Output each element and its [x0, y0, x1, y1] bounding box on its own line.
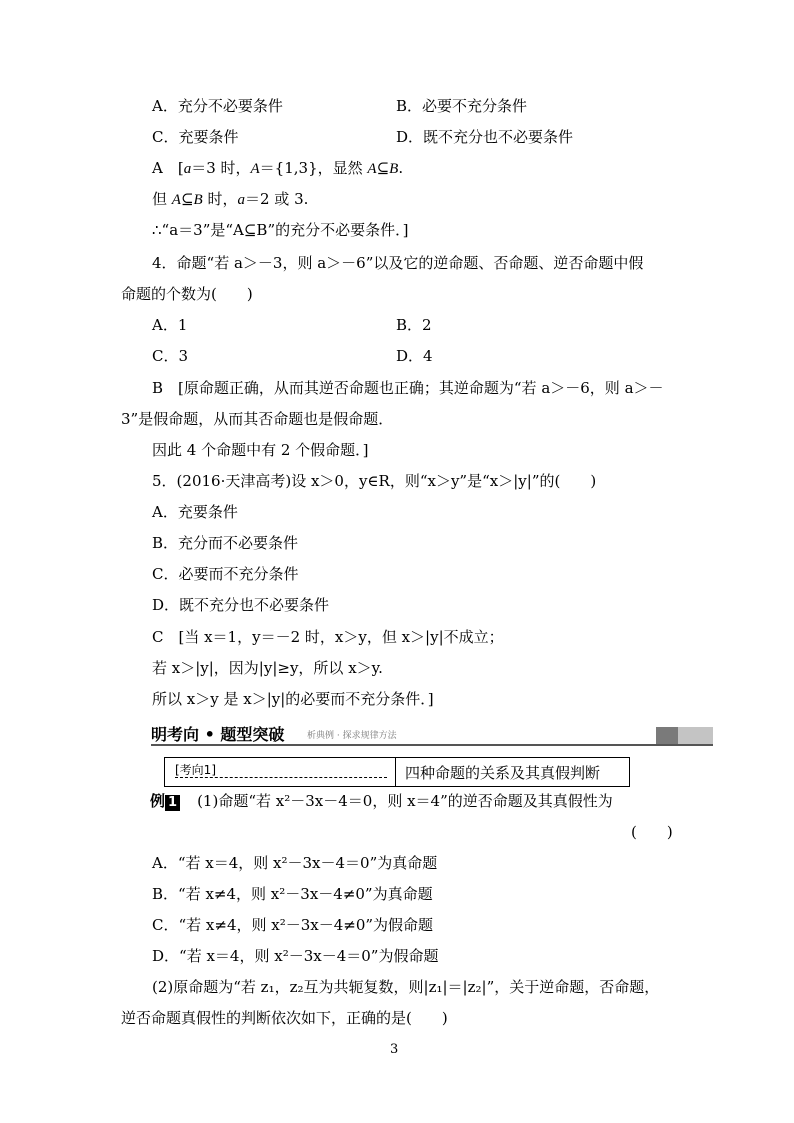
- q3-answer-line-3: ∴“a＝3”是“A⊆B”的充分不必要条件．]: [152, 221, 409, 239]
- q4-option-b: B．2: [396, 316, 432, 334]
- example-1-option-d: D．“若 x＝4，则 x²－3x－4＝0”为假命题: [152, 947, 439, 965]
- example-1-option-a: A．“若 x＝4，则 x²－3x－4＝0”为真命题: [152, 854, 438, 872]
- example-1-part-2-line-2: 逆否命题真假性的判断依次如下，正确的是( ): [121, 1009, 448, 1027]
- q4-stem-line-1: 4．命题“若 a＞－3，则 a＞－6”以及它的逆命题、否命题、逆否命题中假: [152, 254, 644, 272]
- section-decoration-dark: [656, 727, 678, 744]
- q3-answer-line-1: A [a＝3 时，A＝{1,3}，显然 A⊆B.: [152, 159, 404, 177]
- q4-answer-line-2: 3”是假命题，从而其否命题也是假命题．: [121, 410, 394, 428]
- q5-option-a: A．充要条件: [152, 503, 238, 521]
- section-subtitle: 析典例 · 探求规律方法: [307, 731, 397, 741]
- example-1-part-2-line-1: (2)原命题为“若 z₁，z₂互为共轭复数，则|z₁|＝|z₂|”，关于逆命题，否命题，: [152, 978, 660, 996]
- q4-stem-line-2: 命题的个数为( ): [121, 285, 253, 303]
- q5-answer-line-3: 所以 x＞y 是 x＞|y|的必要而不充分条件．]: [152, 690, 434, 708]
- example-1-tag: 例 1: [150, 792, 182, 810]
- example-1-option-c: C．“若 x≠4，则 x²－3x－4≠0”为假命题: [152, 916, 434, 934]
- kaoxiang-label: [考向1]: [175, 763, 216, 777]
- q5-option-c: C．必要而不充分条件: [152, 565, 299, 583]
- q4-answer-line-3: 因此 4 个命题中有 2 个假命题．]: [152, 441, 369, 459]
- q3-option-a: A．充分不必要条件: [152, 97, 283, 115]
- q4-option-c: C．3: [152, 347, 189, 365]
- q3-option-b: B．必要不充分条件: [396, 97, 528, 115]
- kaoxiang-label-cell: [165, 758, 396, 786]
- section-decoration-light: [678, 727, 713, 744]
- q4-answer-line-1: B [原命题正确，从而其逆否命题也正确；其逆命题为“若 a＞－6，则 a＞－: [152, 379, 664, 397]
- kaoxiang-table: [164, 757, 630, 787]
- q3-option-c: C．充要条件: [152, 128, 239, 146]
- q5-answer-line-1: C [当 x＝1，y＝－2 时，x＞y，但 x＞|y|不成立；: [152, 628, 504, 646]
- q5-option-d: D．既不充分也不必要条件: [152, 596, 330, 614]
- q4-option-a: A．1: [152, 316, 188, 334]
- q4-option-d: D．4: [396, 347, 433, 365]
- section-rule: [151, 744, 713, 746]
- q5-option-b: B．充分而不必要条件: [152, 534, 299, 552]
- page-number: 3: [390, 1042, 399, 1057]
- q3-option-d: D．既不充分也不必要条件: [396, 128, 574, 146]
- kaoxiang-dash-line: [175, 777, 387, 778]
- q5-answer-line-2: 若 x＞|y|，因为|y|≥y，所以 x＞y.: [152, 659, 383, 677]
- q3-answer-line-2: 但 A⊆B 时，a＝2 或 3.: [152, 190, 309, 208]
- q5-stem: 5．(2016·天津高考)设 x＞0，y∈R，则“x＞y”是“x＞|y|”的( ): [152, 472, 597, 490]
- example-1-part-1-paren: ( ): [631, 823, 673, 841]
- section-title: 明考向 • 题型突破: [151, 725, 285, 744]
- example-1-option-b: B．“若 x≠4，则 x²－3x－4≠0”为真命题: [152, 885, 433, 903]
- kaoxiang-topic: 四种命题的关系及其真假判断: [405, 764, 601, 782]
- example-1-part-1-stem: 例 1 (1)命题“若 x²－3x－4＝0，则 x＝4”的逆否命题及其真假性为: [150, 792, 613, 810]
- section-header: [121, 720, 713, 748]
